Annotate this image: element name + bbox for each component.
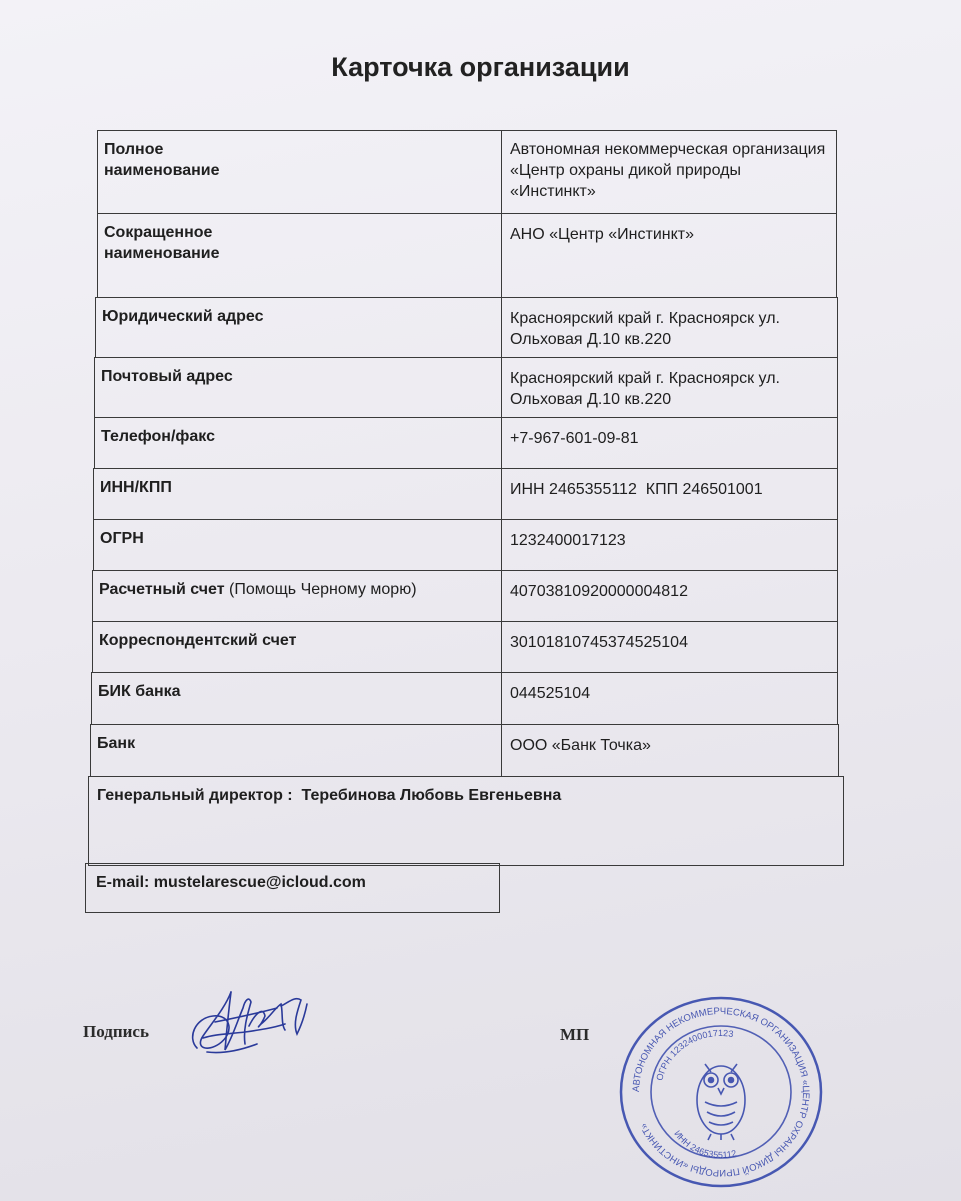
label-short-name: Сокращенное наименование	[97, 213, 502, 298]
stamp-seal	[615, 992, 827, 1192]
value-postal-address: Красноярский край г. Красноярск ул. Ольховая Д.10 кв.220	[501, 357, 838, 418]
director-row: Генеральный директор : Теребинова Любовь Евгеньевна	[88, 776, 844, 866]
owl-icon	[697, 1064, 745, 1140]
value-legal-address: Красноярский край г. Красноярск ул. Ольховая Д.10 кв.220	[501, 297, 838, 358]
stamp-inn-text: ИНН 2465355112	[672, 1128, 738, 1161]
stamp-label: МП	[560, 1025, 590, 1044]
value-bank: ООО «Банк Точка»	[501, 724, 839, 777]
value-ogrn: 1232400017123	[501, 519, 838, 571]
value-inn-kpp: ИНН 2465355112 КПП 246501001	[501, 468, 838, 520]
label-bank: Банк	[90, 724, 502, 777]
signature-label: Подпись	[83, 1022, 149, 1041]
value-settlement-account: 40703810920000004812	[501, 570, 838, 622]
value-short-name: АНО «Центр «Инстинкт»	[501, 213, 837, 298]
email-row: E-mail: mustelarescue@icloud.com	[85, 863, 500, 913]
page-title: Карточка организации	[331, 52, 630, 82]
value-full-name: Автономная некоммерческая организация «Центр охраны дикой природы «Инстинкт»	[501, 130, 837, 214]
stamp-ring-text: АВТОНОМНАЯ НЕКОММЕРЧЕСКАЯ ОРГАНИЗАЦИЯ «ЦЕНТР ОХРАНЫ ДИКОЙ ПРИРОДЫ «ИНСТИНКТ»	[630, 1005, 812, 1179]
label-full-name: Полное наименование	[97, 130, 502, 214]
settlement-account-label: Расчетный счет	[99, 581, 225, 598]
stamp-ogrn-text: ОГРН 1232400017123	[654, 1027, 735, 1082]
value-bik: 044525104	[501, 672, 838, 725]
label-phone: Телефон/факс	[94, 417, 502, 469]
label-postal-address: Почтовый адрес	[94, 357, 502, 418]
label-correspondent-account: Корреспондентский счет	[92, 621, 502, 673]
label-ogrn: ОГРН	[93, 519, 502, 571]
label-legal-address: Юридический адрес	[95, 297, 502, 358]
label-settlement-account	[92, 570, 502, 622]
label-inn-kpp: ИНН/КПП	[93, 468, 502, 520]
label-bik: БИК банка	[91, 672, 502, 725]
value-phone: +7-967-601-09-81	[501, 417, 838, 469]
value-correspondent-account: 30101810745374525104	[501, 621, 838, 673]
settlement-account-note: (Помощь Черному морю)	[229, 581, 417, 598]
signature-image	[185, 978, 315, 1068]
